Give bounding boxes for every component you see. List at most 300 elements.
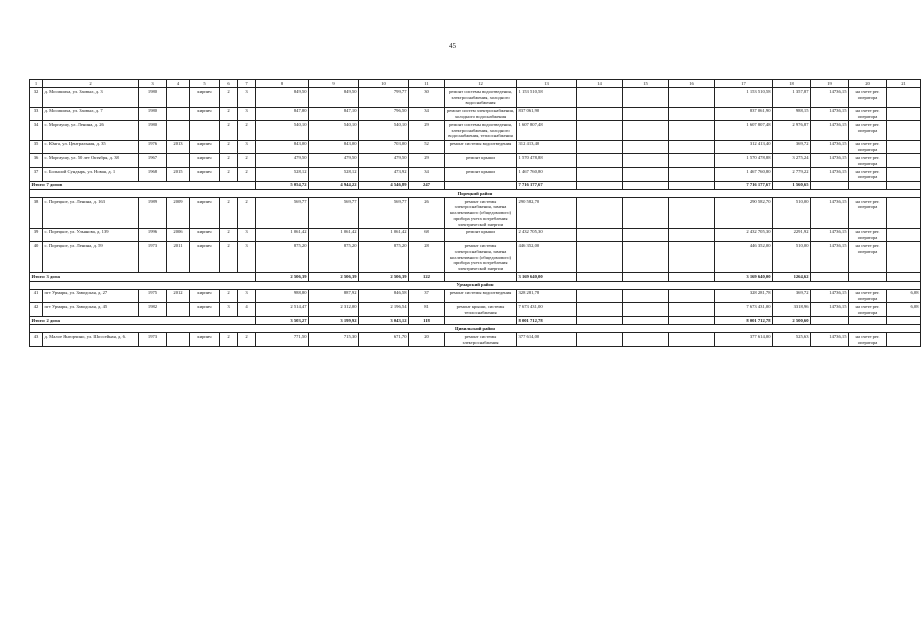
column-21	[887, 197, 921, 228]
empty-cell	[849, 317, 887, 325]
year-built: 1973	[139, 242, 167, 273]
floors: 2	[220, 88, 238, 107]
total-area: 988,80	[256, 289, 309, 303]
empty-cell	[623, 197, 669, 228]
total-area: 849,50	[256, 88, 309, 107]
residents: 28	[409, 242, 445, 273]
living-area: 875,20	[309, 242, 359, 273]
subtotal-per-m2: 2 500,60	[773, 317, 811, 325]
living-area: 2 312,00	[309, 303, 359, 317]
floors: 2	[220, 121, 238, 140]
repair-cost: 312 413,40	[517, 140, 577, 154]
column-number: 14	[577, 80, 623, 88]
table-row	[30, 289, 921, 303]
private-area: 540,10	[359, 121, 409, 140]
year-built: 1967	[139, 154, 167, 168]
wall-material	[190, 121, 220, 140]
private-area: 799,77	[359, 88, 409, 107]
floors: 2	[220, 333, 238, 347]
living-area: 847,10	[309, 107, 359, 121]
table-row	[30, 333, 921, 347]
column-number: 19	[811, 80, 849, 88]
total-cost: 446 352,00	[715, 242, 773, 273]
subtotal-cost: 3 169 640,00	[517, 273, 577, 281]
column-number: 17	[715, 80, 773, 88]
year-built: 1980	[139, 107, 167, 121]
empty-cell	[669, 167, 715, 181]
empty-cell	[669, 228, 715, 242]
column-21	[887, 140, 921, 154]
subtotal-area: 5 054,72	[256, 181, 309, 189]
cost-per-m2: 510,00	[773, 197, 811, 228]
floors: 2	[220, 228, 238, 242]
wall-material: кирпич	[190, 228, 220, 242]
entrances: 3	[238, 242, 256, 273]
year-renovated: 2012	[167, 289, 190, 303]
cost-per-m2: 2 976,87	[773, 121, 811, 140]
address-cell: д. Мосишиха, ул. Заовыл, д. 3	[43, 88, 139, 107]
empty-cell	[577, 121, 623, 140]
subtotal-private-area: 4 546,89	[359, 181, 409, 189]
living-area: 479,50	[309, 154, 359, 168]
fund-method: на счете рег. оператора	[849, 228, 887, 242]
living-area: 849,50	[309, 88, 359, 107]
fund-method: на счете рег. оператора	[849, 289, 887, 303]
total-area: 1 061,42	[256, 228, 309, 242]
total-area: 540,10	[256, 121, 309, 140]
fund-method: на счете рег. оператора	[849, 140, 887, 154]
column-21: 6,08	[887, 289, 921, 303]
repair-cost: 837 061,90	[517, 107, 577, 121]
table-row	[30, 303, 921, 317]
empty-cell	[623, 303, 669, 317]
empty-cell	[623, 289, 669, 303]
wall-material: кирпич	[190, 333, 220, 347]
entrances: 3	[238, 228, 256, 242]
subtotal-label: Итого: 7 домов	[30, 181, 256, 189]
repair-works: ремонт крыши	[445, 228, 517, 242]
total-cost: 837 061,90	[715, 107, 773, 121]
address-cell: с. Большой Сундырь, ул. Новая, д. 1	[43, 167, 139, 181]
empty-cell	[577, 88, 623, 107]
column-number: 18	[773, 80, 811, 88]
repair-cost: 7 673 431,00	[517, 303, 577, 317]
wall-material: кирпич	[190, 303, 220, 317]
private-area: 569,77	[359, 197, 409, 228]
repair-cost: 328 281,78	[517, 289, 577, 303]
repair-works: ремонт системы водоотведения	[445, 289, 517, 303]
subtotal-cost: 7 716 177,67	[517, 181, 577, 189]
column-number: 8	[256, 80, 309, 88]
year-renovated	[167, 303, 190, 317]
row-number: 42	[30, 303, 43, 317]
row-number: 38	[30, 197, 43, 228]
residents: 20	[409, 333, 445, 347]
total-area: 2 514,47	[256, 303, 309, 317]
total-area: 569,77	[256, 197, 309, 228]
empty-cell	[577, 303, 623, 317]
year-built: 1975	[139, 289, 167, 303]
residents: 81	[409, 303, 445, 317]
cost-limit: 14736,15	[811, 88, 849, 107]
cost-limit: 14736,15	[811, 121, 849, 140]
subtotal-total: 3 169 640,00	[715, 273, 773, 281]
cost-per-m2: 2291,92	[773, 228, 811, 242]
wall-material: кирпич	[190, 289, 220, 303]
column-number: 3	[139, 80, 167, 88]
column-number-row	[30, 80, 921, 88]
fund-method: на счете рег. оператора	[849, 121, 887, 140]
total-cost: 377 614,00	[715, 333, 773, 347]
empty-cell	[623, 333, 669, 347]
wall-material: кирпич	[190, 242, 220, 273]
row-number: 32	[30, 88, 43, 107]
district-heading-row	[30, 281, 921, 289]
empty-cell	[887, 317, 921, 325]
cost-limit: 14736,15	[811, 107, 849, 121]
residents: 29	[409, 154, 445, 168]
empty-cell	[669, 333, 715, 347]
fund-method: на счете рег. оператора	[849, 303, 887, 317]
empty-cell	[623, 242, 669, 273]
empty-cell	[623, 154, 669, 168]
wall-material: кирпич	[190, 88, 220, 107]
column-21	[887, 333, 921, 347]
fund-method: на счете рег. оператора	[849, 107, 887, 121]
living-area: 569,77	[309, 197, 359, 228]
living-area: 528,12	[309, 167, 359, 181]
cost-limit: 14736,15	[811, 242, 849, 273]
year-built: 1973	[139, 333, 167, 347]
subtotal-residents: 122	[409, 273, 445, 281]
table-row	[30, 121, 921, 140]
column-21: 6,08	[887, 303, 921, 317]
empty-cell	[445, 317, 517, 325]
entrances: 3	[238, 140, 256, 154]
column-21	[887, 242, 921, 273]
fund-method: на счете рег. оператора	[849, 167, 887, 181]
row-number: 35	[30, 140, 43, 154]
living-area: 1 061,42	[309, 228, 359, 242]
year-renovated: 2009	[167, 197, 190, 228]
empty-cell	[577, 333, 623, 347]
column-number: 6	[220, 80, 238, 88]
total-cost: 1 607 807,48	[715, 121, 773, 140]
cost-per-m2: 2 779,22	[773, 167, 811, 181]
total-cost: 312 413,40	[715, 140, 773, 154]
empty-cell	[445, 181, 517, 189]
year-built: 1996	[139, 228, 167, 242]
cost-per-m2: 510,00	[773, 242, 811, 273]
subtotal-label: Итого: 3 дома	[30, 273, 256, 281]
cost-per-m2: 525,63	[773, 333, 811, 347]
page-number: 45	[449, 42, 456, 50]
column-number: 5	[190, 80, 220, 88]
entrances: 2	[238, 121, 256, 140]
wall-material: кирпич	[190, 167, 220, 181]
empty-cell	[577, 289, 623, 303]
repair-works: ремонт системы электроснабжения	[445, 333, 517, 347]
cost-limit: 14736,15	[811, 289, 849, 303]
living-area: 843,00	[309, 140, 359, 154]
column-number: 11	[409, 80, 445, 88]
empty-cell	[669, 181, 715, 189]
empty-cell	[669, 273, 715, 281]
column-number: 10	[359, 80, 409, 88]
table-row	[30, 140, 921, 154]
subtotal-residents: 247	[409, 181, 445, 189]
wall-material: кирпич	[190, 107, 220, 121]
row-number: 39	[30, 228, 43, 242]
row-number: 37	[30, 167, 43, 181]
subtotal-row	[30, 273, 921, 281]
column-21	[887, 167, 921, 181]
district-heading-row	[30, 189, 921, 197]
cost-limit: 14736,15	[811, 140, 849, 154]
row-number: 33	[30, 107, 43, 121]
private-area: 875,20	[359, 242, 409, 273]
column-number: 1	[30, 80, 43, 88]
cost-limit: 14736,15	[811, 228, 849, 242]
subtotal-area: 3 503,27	[256, 317, 309, 325]
wall-material: кирпич	[190, 154, 220, 168]
empty-cell	[669, 303, 715, 317]
entrances: 2	[238, 333, 256, 347]
empty-cell	[577, 140, 623, 154]
repair-cost: 1 570 478,88	[517, 154, 577, 168]
cost-limit: 14736,15	[811, 154, 849, 168]
floors: 2	[220, 107, 238, 121]
column-number: 12	[445, 80, 517, 88]
empty-cell	[577, 242, 623, 273]
residents: 68	[409, 228, 445, 242]
repair-cost: 290 582,70	[517, 197, 577, 228]
address-cell: с. Порецкое, ул. Ульянова, д. 139	[43, 228, 139, 242]
empty-cell	[669, 154, 715, 168]
column-21	[887, 121, 921, 140]
total-cost: 2 432 705,30	[715, 228, 773, 242]
residents: 26	[409, 197, 445, 228]
private-area: 796,50	[359, 107, 409, 121]
year-renovated	[167, 333, 190, 347]
total-area: 875,20	[256, 242, 309, 273]
table-row	[30, 167, 921, 181]
entrances: 2	[238, 167, 256, 181]
subtotal-row	[30, 181, 921, 189]
repair-works: ремонт системы водоотведения, электроснабжения, холодного водоснабжения, теплоснабжения	[445, 121, 517, 140]
fund-method: на счете рег. оператора	[849, 197, 887, 228]
repair-works: ремонт системы электроснабжения, замена коллективного (общедомового) прибора учета потребления электрической энергии	[445, 242, 517, 273]
row-number: 43	[30, 333, 43, 347]
floors: 2	[220, 140, 238, 154]
wall-material: кирпич	[190, 140, 220, 154]
column-number: 2	[43, 80, 139, 88]
total-area: 847,80	[256, 107, 309, 121]
empty-cell	[887, 273, 921, 281]
address-cell: с. Юнга, ул. Центральная, д. 35	[43, 140, 139, 154]
subtotal-per-m2: 1 560,65	[773, 181, 811, 189]
repair-works: ремонт системы электроснабжения, замена коллективного (общедомового) прибора учета потребления электрической энергии	[445, 197, 517, 228]
empty-cell	[623, 121, 669, 140]
repair-works: ремонт систем электроснабжения, холодного водоснабжения	[445, 107, 517, 121]
private-area: 1 061,42	[359, 228, 409, 242]
row-number: 36	[30, 154, 43, 168]
row-number: 34	[30, 121, 43, 140]
empty-cell	[623, 181, 669, 189]
empty-cell	[623, 167, 669, 181]
fund-method: на счете рег. оператора	[849, 242, 887, 273]
living-area: 540,10	[309, 121, 359, 140]
capital-repair-register-table	[29, 79, 921, 347]
subtotal-private-area: 2 506,39	[359, 273, 409, 281]
empty-cell	[577, 154, 623, 168]
year-built: 1976	[139, 140, 167, 154]
repair-works: ремонт системы водоотведения, электроснабжения, холодного водоснабжения	[445, 88, 517, 107]
subtotal-per-m2: 1264,62	[773, 273, 811, 281]
subtotal-living-area: 3 199,92	[309, 317, 359, 325]
address-cell: д. Мосишиха, ул. Заовыл, д. 7	[43, 107, 139, 121]
year-built: 1980	[139, 121, 167, 140]
address-cell: с. Порецкое, ул. Ленина, д. 163	[43, 197, 139, 228]
empty-cell	[623, 317, 669, 325]
subtotal-row	[30, 317, 921, 325]
residents: 29	[409, 121, 445, 140]
residents: 52	[409, 140, 445, 154]
subtotal-cost: 8 001 712,78	[517, 317, 577, 325]
year-built: 1989	[139, 197, 167, 228]
total-area: 843,00	[256, 140, 309, 154]
year-built: 1968	[139, 167, 167, 181]
repair-cost: 377 614,00	[517, 333, 577, 347]
floors: 3	[220, 303, 238, 317]
empty-cell	[811, 273, 849, 281]
empty-cell	[623, 107, 669, 121]
total-area: 528,12	[256, 167, 309, 181]
column-number: 16	[669, 80, 715, 88]
year-renovated	[167, 121, 190, 140]
address-cell: д. Малое Янгорчино, ул. Шоссейная, д. 6.	[43, 333, 139, 347]
address-cell: пгт Урмары, ул. Заводская, д. 27	[43, 289, 139, 303]
entrances: 3	[238, 289, 256, 303]
empty-cell	[811, 317, 849, 325]
empty-cell	[669, 317, 715, 325]
address-cell: пгт Урмары, ул. Заводская, д. 45	[43, 303, 139, 317]
subtotal-living-area: 4 944,22	[309, 181, 359, 189]
year-renovated: 2006	[167, 228, 190, 242]
address-cell: с. Моргаушу, ул. 50 лет Октября, д. 38	[43, 154, 139, 168]
empty-cell	[577, 181, 623, 189]
empty-cell	[577, 107, 623, 121]
empty-cell	[811, 181, 849, 189]
empty-cell	[669, 242, 715, 273]
year-renovated	[167, 107, 190, 121]
year-renovated: 2015	[167, 167, 190, 181]
district-heading-row	[30, 325, 921, 333]
repair-cost: 446 352,00	[517, 242, 577, 273]
empty-cell	[577, 197, 623, 228]
repair-works: ремонт крыши, системы теплоснабжения	[445, 303, 517, 317]
floors: 2	[220, 197, 238, 228]
empty-cell	[623, 140, 669, 154]
total-area: 479,50	[256, 154, 309, 168]
year-renovated: 2013	[167, 140, 190, 154]
column-number: 9	[309, 80, 359, 88]
cost-per-m2: 3318,96	[773, 303, 811, 317]
cost-limit: 14736,15	[811, 197, 849, 228]
year-renovated: 2011	[167, 242, 190, 273]
repair-cost: 2 432 705,30	[517, 228, 577, 242]
empty-cell	[445, 273, 517, 281]
cost-per-m2: 1 357,87	[773, 88, 811, 107]
table-row	[30, 154, 921, 168]
subtotal-total: 7 716 177,67	[715, 181, 773, 189]
fund-method: на счете рег. оператора	[849, 88, 887, 107]
subtotal-area: 2 506,39	[256, 273, 309, 281]
year-built: 1982	[139, 303, 167, 317]
cost-limit: 14736,15	[811, 303, 849, 317]
private-area: 2 196,54	[359, 303, 409, 317]
column-21	[887, 154, 921, 168]
floors: 2	[220, 167, 238, 181]
year-built: 1980	[139, 88, 167, 107]
floors: 2	[220, 242, 238, 273]
table-row	[30, 242, 921, 273]
living-area: 887,92	[309, 289, 359, 303]
cost-per-m2: 369,72	[773, 289, 811, 303]
entrances: 3	[238, 107, 256, 121]
repair-cost: 1 467 760,80	[517, 167, 577, 181]
empty-cell	[669, 289, 715, 303]
entrances: 2	[238, 154, 256, 168]
table-row	[30, 88, 921, 107]
residents: 30	[409, 88, 445, 107]
total-cost: 7 673 431,00	[715, 303, 773, 317]
empty-cell	[577, 317, 623, 325]
row-number: 40	[30, 242, 43, 273]
floors: 2	[220, 289, 238, 303]
repair-works: ремонт крыши	[445, 167, 517, 181]
private-area: 846,58	[359, 289, 409, 303]
total-cost: 328 281,78	[715, 289, 773, 303]
total-cost: 290 582,70	[715, 197, 773, 228]
subtotal-living-area: 2 506,39	[309, 273, 359, 281]
column-21	[887, 88, 921, 107]
subtotal-residents: 118	[409, 317, 445, 325]
column-number: 20	[849, 80, 887, 88]
total-cost: 1 467 760,80	[715, 167, 773, 181]
repair-works: ремонт крыши	[445, 154, 517, 168]
empty-cell	[669, 88, 715, 107]
entrances: 4	[238, 303, 256, 317]
column-number: 7	[238, 80, 256, 88]
subtotal-label: Итого: 2 дома	[30, 317, 256, 325]
column-number: 15	[623, 80, 669, 88]
subtotal-private-area: 3 043,12	[359, 317, 409, 325]
repair-cost: 1 607 807,48	[517, 121, 577, 140]
living-area: 715,30	[309, 333, 359, 347]
column-21	[887, 228, 921, 242]
cost-per-m2: 369,72	[773, 140, 811, 154]
wall-material: кирпич	[190, 197, 220, 228]
cost-limit: 14736,15	[811, 167, 849, 181]
fund-method: на счете рег. оператора	[849, 154, 887, 168]
empty-cell	[669, 140, 715, 154]
address-cell: с. Порецкое, ул. Ленина, д. 59	[43, 242, 139, 273]
empty-cell	[887, 181, 921, 189]
private-area: 473,92	[359, 167, 409, 181]
entrances: 3	[238, 88, 256, 107]
year-renovated	[167, 88, 190, 107]
